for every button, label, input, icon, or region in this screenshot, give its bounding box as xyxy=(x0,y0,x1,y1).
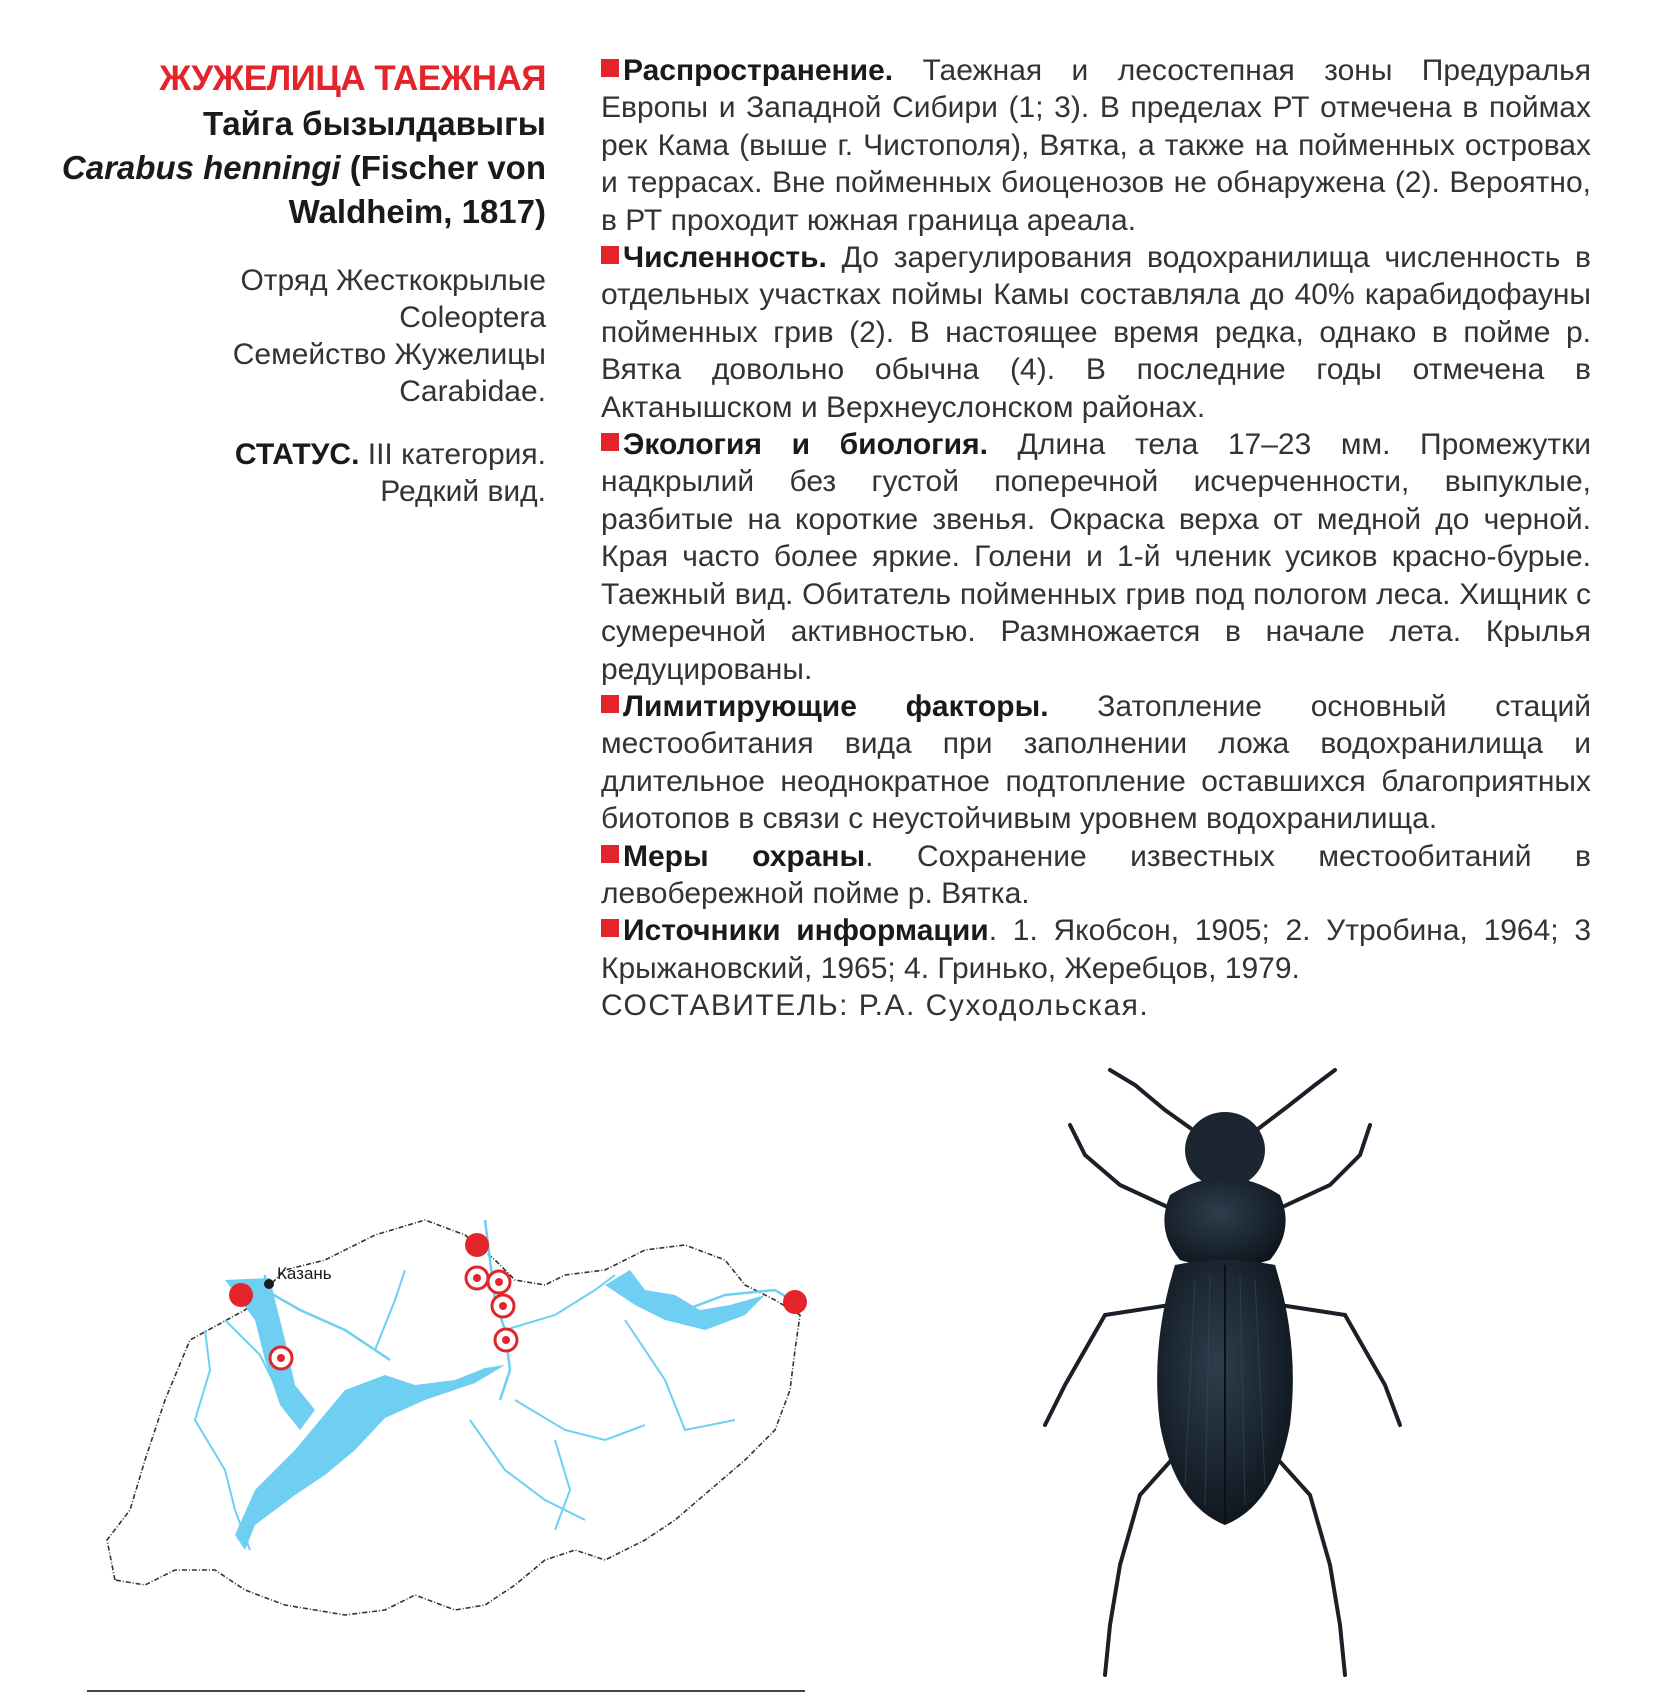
section-text: . 1. Якобсон, 1905; 2. Утробина, 1964; 3 Крыжановский, 1965; 4. Гринько, Жеребцов, 1979. xyxy=(601,914,1592,985)
author-name: Р.А. Суходольская. xyxy=(848,989,1150,1023)
section-ecology xyxy=(601,426,1591,688)
bottom-rule xyxy=(87,1690,805,1692)
red-square-icon xyxy=(601,919,619,937)
kama-reservoir xyxy=(235,1365,505,1550)
record-marker-ringed xyxy=(270,1347,292,1369)
taxonomy-block xyxy=(40,262,546,410)
kazan-city-label: Казань xyxy=(277,1264,332,1283)
kazan-city-dot xyxy=(264,1279,274,1289)
section-heading: Меры охраны xyxy=(623,839,866,873)
record-marker-solid xyxy=(465,1233,489,1257)
section-text: Таежная и лесостепная зоны Предуралья Европы и Западной Сибири (1; 3). В пределах РТ отмечена в поймах рек Кама (выше г. Чистополя), Вятка, а также на пойменных островах и террасах. Вне пойменных биоценозов не обнаружена (2). Вероятно, в РТ проходит южная граница ареала. xyxy=(601,54,1591,237)
article-body xyxy=(601,52,1591,1025)
section-text: До зарегулирования водохранилища численность в отдельных участках поймы Камы составляла до 40% карабидофауны пойменных грив (2). В настоящее время редка, однако в пойме р. Вятка довольно обычна (4). В последние годы отмечена в Актанышском и Верхнеуслонском районах. xyxy=(601,241,1591,424)
status-category: III категория. xyxy=(367,438,546,471)
section-distribution xyxy=(601,52,1591,239)
section-heading: Распространение. xyxy=(623,54,894,87)
section-heading: Экология и биология. xyxy=(623,428,988,462)
section-text: Затопление основный стаций местообитания вида при заполнении ложа водохранилища и длительное неоднократное подтопление оставшихся благоприятных биотопов в связи с неустойчивым уровнем водохранилища. xyxy=(601,689,1592,836)
beetle-pronotum xyxy=(1164,1178,1285,1268)
author-label: СОСТАВИТЕЛЬ: xyxy=(601,989,849,1023)
record-marker-solid xyxy=(783,1290,807,1314)
red-square-icon xyxy=(601,433,619,451)
red-square-icon xyxy=(601,59,619,77)
status-label: СТАТУС. xyxy=(234,438,360,471)
section-limiting-factors xyxy=(601,688,1591,838)
section-protection xyxy=(601,838,1591,913)
species-title-tatar: Тайга бызылдавыгы xyxy=(202,105,546,142)
species-title-russian: ЖУЖЕЛИЦА ТАЕЖНАЯ xyxy=(159,59,546,98)
section-sources xyxy=(601,912,1591,987)
section-heading: Источники информации xyxy=(623,914,989,948)
species-scientific-name xyxy=(40,146,546,234)
beetle-illustration xyxy=(1025,1065,1425,1690)
beetle-head xyxy=(1185,1112,1265,1188)
section-text: . Сохранение известных местообитаний в левобережной пойме р. Вятка. xyxy=(601,839,1591,910)
species-author-part1: (Fischer von xyxy=(349,149,546,186)
red-square-icon xyxy=(601,246,619,264)
record-marker-ringed xyxy=(492,1295,514,1317)
species-latin-binomial: Carabus henningi xyxy=(61,149,341,186)
order-russian: Отряд Жесткокрылые xyxy=(240,264,546,297)
section-heading: Лимитирующие факторы. xyxy=(623,689,1049,723)
distribution-map xyxy=(85,1190,810,1690)
section-text: Длина тела 17–23 мм. Промежутки надкрылий без густой поперечной исчерченности, выпуклые, разбитые на короткие звенья. Окраска верха от медной до черной. Края часто более яркие. Голени и 1-й членик усиков красно-бурые. Таежный вид. Обитатель пойменных грив под пологом леса. Хищник с сумеречной активностью. Размножается в начале лета. Крылья редуцированы. xyxy=(601,428,1591,686)
record-marker-ringed xyxy=(488,1271,510,1293)
red-square-icon xyxy=(601,845,619,863)
record-marker-solid xyxy=(229,1283,253,1307)
order-latin: Coleoptera xyxy=(399,301,546,334)
section-heading: Численность. xyxy=(623,241,827,275)
status-block xyxy=(40,436,546,510)
republic-border xyxy=(107,1220,800,1615)
red-square-icon xyxy=(601,695,619,713)
family-latin: Carabidae. xyxy=(399,375,546,408)
author-line xyxy=(601,987,1591,1024)
record-marker-ringed xyxy=(495,1329,517,1351)
record-marker-ringed xyxy=(466,1267,488,1289)
section-abundance xyxy=(601,239,1591,426)
species-header xyxy=(40,56,546,510)
status-description: Редкий вид. xyxy=(380,475,546,508)
family-russian: Семейство Жужелицы xyxy=(232,338,546,371)
species-author-part2: Waldheim, 1817) xyxy=(288,193,546,230)
